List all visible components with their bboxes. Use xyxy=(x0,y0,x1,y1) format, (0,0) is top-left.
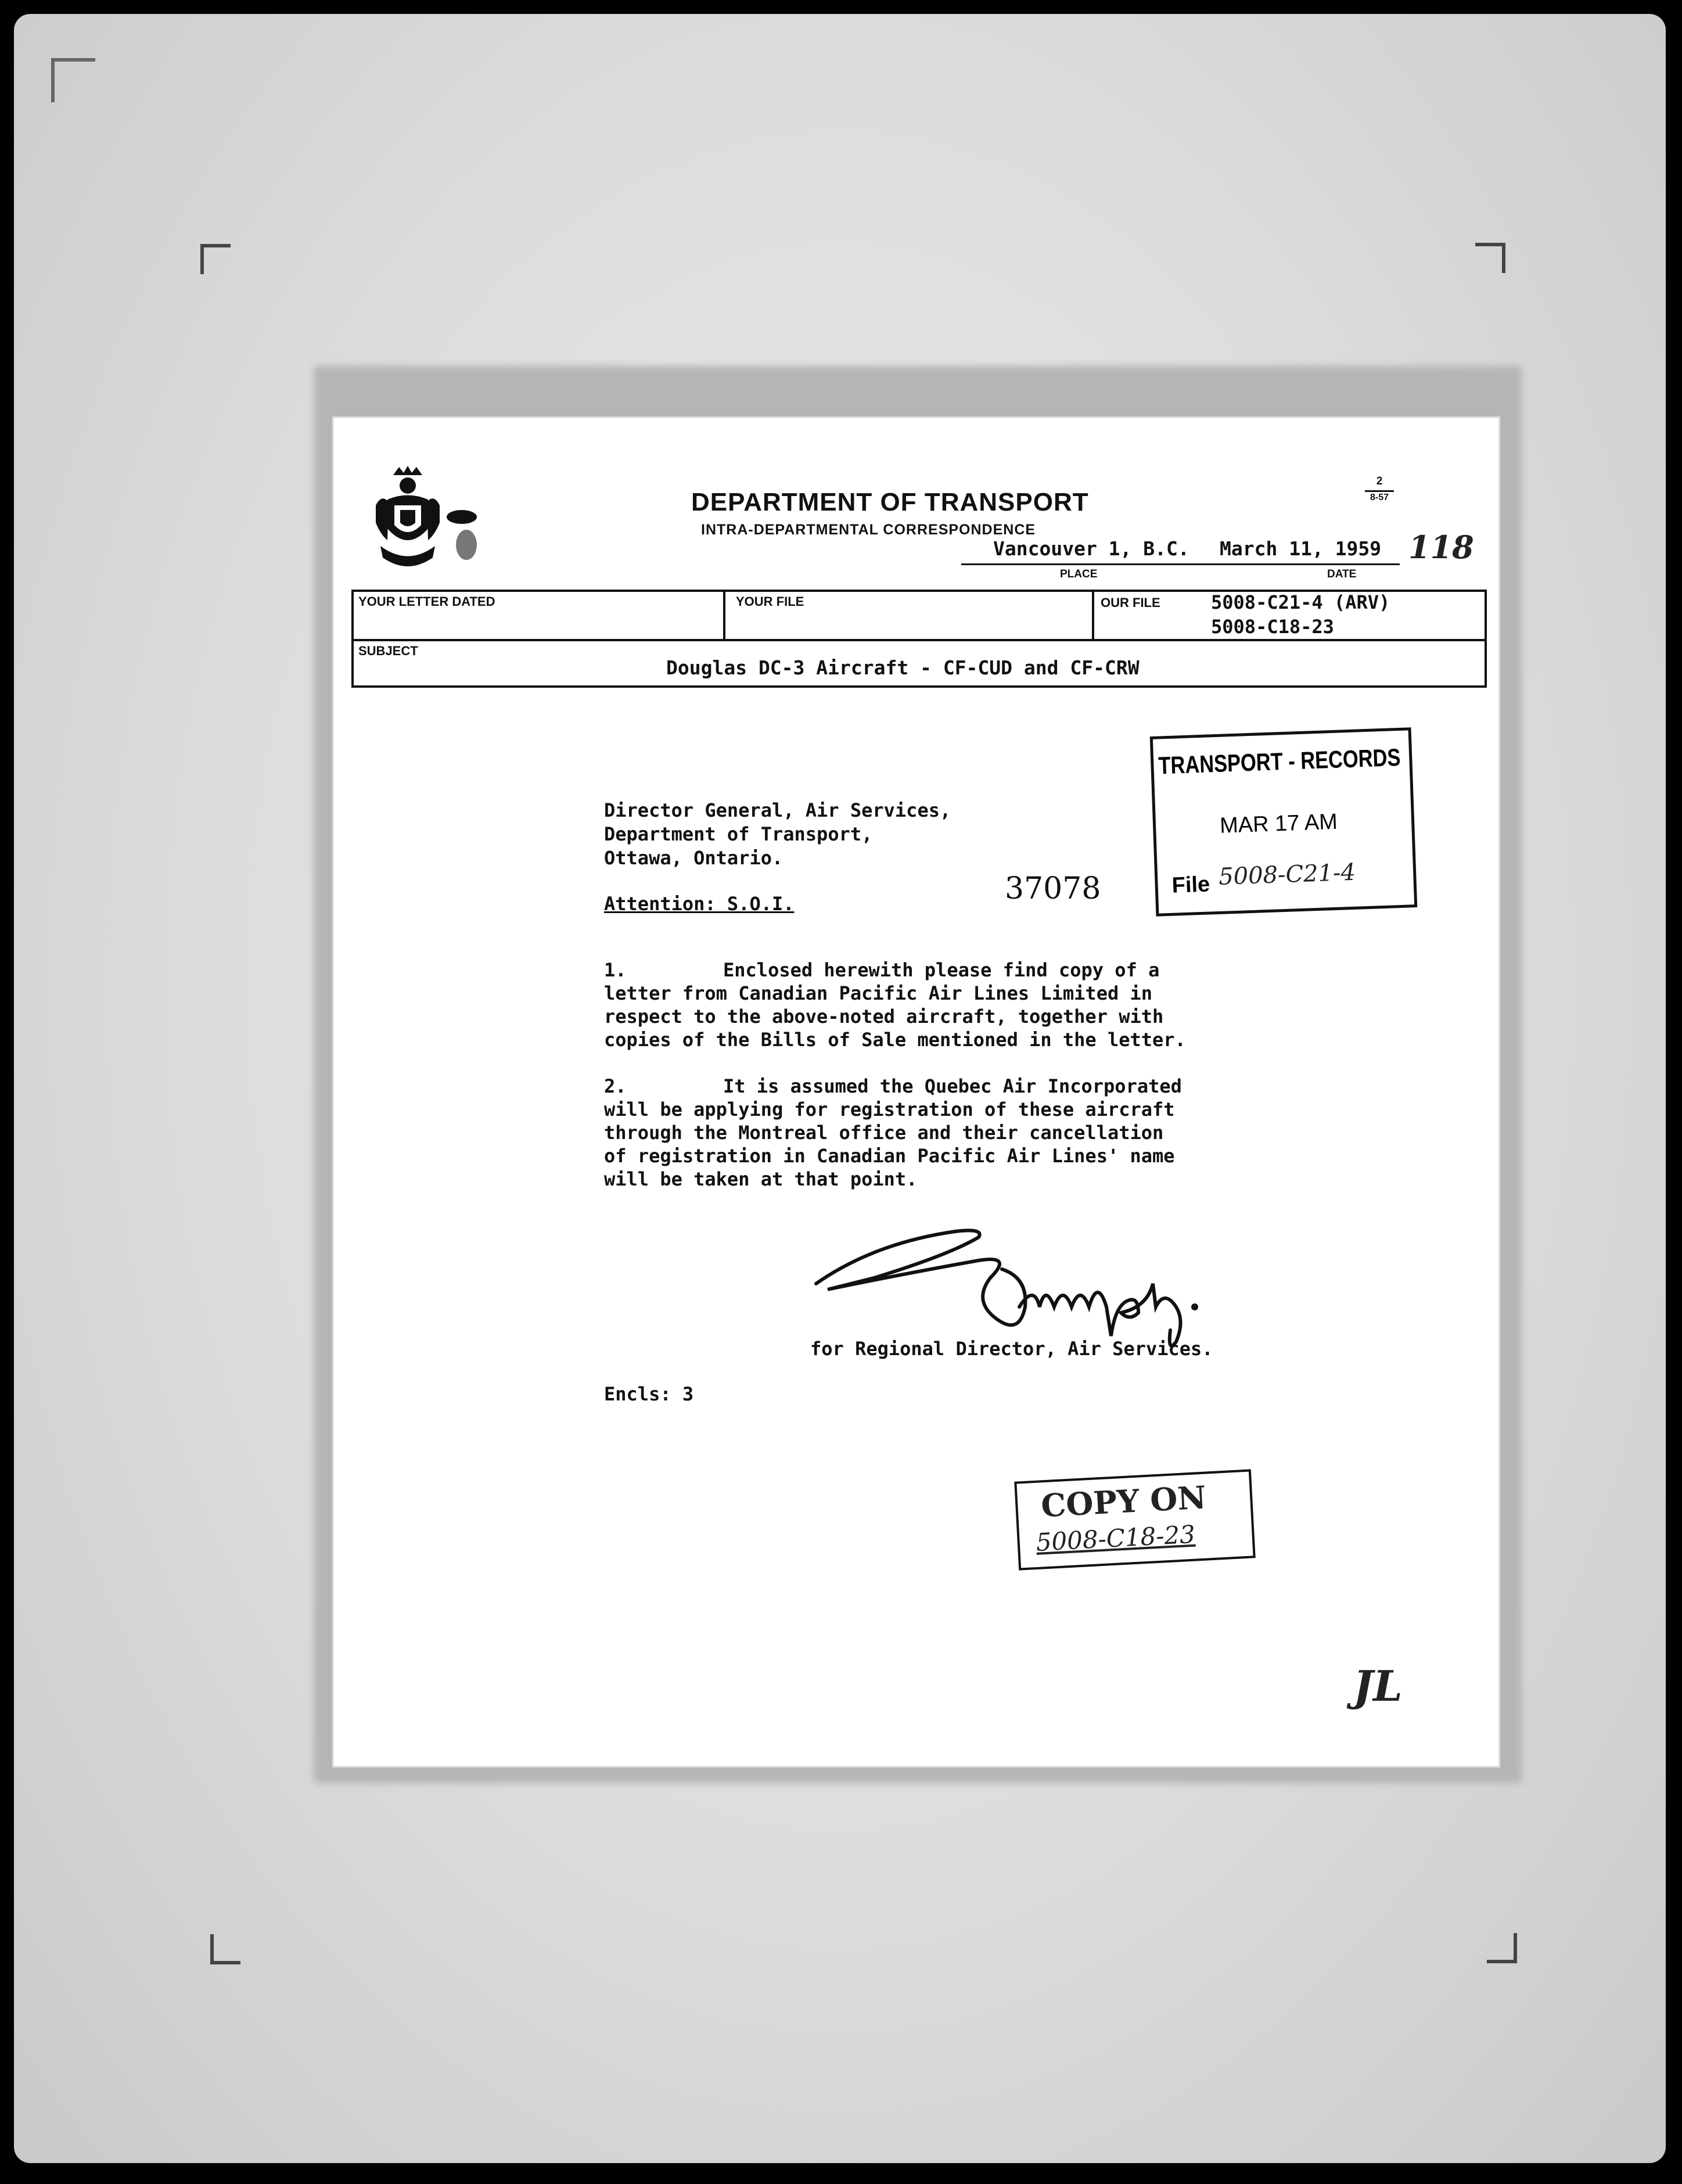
coat-of-arms-icon xyxy=(370,465,445,575)
org-title: DEPARTMENT OF TRANSPORT xyxy=(691,488,1089,516)
date-value: March 11, 1959 xyxy=(1220,537,1382,560)
paragraph-2-line-2: will be applying for registration of these aircraft xyxy=(604,1098,1175,1120)
your-letter-label: YOUR LETTER DATED xyxy=(358,594,495,609)
crop-mark-top-right xyxy=(1475,243,1505,273)
place-label: PLACE xyxy=(1060,568,1098,580)
crop-mark-top-left xyxy=(200,244,231,274)
your-file-label: YOUR FILE xyxy=(736,594,804,609)
form-number-bottom: 8-57 xyxy=(1370,493,1389,502)
correspondence-subtitle: INTRA-DEPARTMENTAL CORRESPONDENCE xyxy=(701,522,1036,538)
paragraph-2-line-4: of registration in Canadian Pacific Air Lines' name xyxy=(604,1145,1175,1167)
records-stamp-date: MAR 17 AM xyxy=(1219,809,1338,838)
copy-stamp-file-value: 5008-C18-23 xyxy=(1035,1520,1196,1557)
records-stamp-title: TRANSPORT - RECORDS xyxy=(1158,743,1401,780)
subject-value: Douglas DC-3 Aircraft - CF-CUD and CF-CRW xyxy=(666,656,1140,679)
crop-mark-bottom-left xyxy=(210,1934,240,1964)
paragraph-1-line-4: copies of the Bills of Sale mentioned in the letter. xyxy=(604,1029,1186,1051)
place-value: Vancouver 1, B.C. xyxy=(993,537,1189,560)
crop-mark-bottom-right xyxy=(1487,1933,1517,1963)
address-line-2: Department of Transport, xyxy=(604,823,873,845)
our-file-2: 5008-C18-23 xyxy=(1211,616,1334,638)
enclosures: Encls: 3 xyxy=(604,1383,694,1405)
ref-box-bottom-rule xyxy=(351,685,1487,688)
reference-number: 37078 xyxy=(1005,871,1101,906)
address-line-3: Ottawa, Ontario. xyxy=(604,847,784,869)
memo-page xyxy=(334,418,1498,1766)
form-number-top: 2 xyxy=(1376,475,1383,487)
crop-mark-top-left-outer xyxy=(51,58,95,102)
date-annotation: 118 xyxy=(1408,529,1474,566)
transport-records-stamp xyxy=(1150,727,1418,917)
ref-box-middle-rule xyxy=(351,639,1487,641)
address-line-1: Director General, Air Services, xyxy=(604,799,951,821)
handwritten-signature xyxy=(804,1220,1246,1353)
records-stamp-file-label: File xyxy=(1171,872,1210,898)
records-stamp-file-value: 5008-C21-4 xyxy=(1218,858,1356,890)
initials-mark: JL xyxy=(1353,1661,1403,1711)
ink-smudge-icon xyxy=(444,500,497,563)
copy-stamp-title: COPY ON xyxy=(1040,1478,1207,1525)
paragraph-2-line-5: will be taken at that point. xyxy=(604,1168,918,1190)
our-file-label: OUR FILE xyxy=(1101,595,1160,610)
our-file-1: 5008-C21-4 (ARV) xyxy=(1211,591,1390,613)
paragraph-2-line-3: through the Montreal office and their cancellation xyxy=(604,1122,1164,1144)
paragraph-1-line-3: respect to the above-noted aircraft, together with xyxy=(604,1005,1164,1028)
paragraph-2-line-1: It is assumed the Quebec Air Incorporated xyxy=(723,1075,1182,1097)
paragraph-1-line-1: Enclosed herewith please find copy of a xyxy=(723,959,1160,981)
paragraph-2-number: 2. xyxy=(604,1075,627,1097)
subject-label: SUBJECT xyxy=(358,644,418,658)
paragraph-1-number: 1. xyxy=(604,959,627,981)
signature-block: for Regional Director, Air Services. xyxy=(810,1338,1213,1360)
date-label: DATE xyxy=(1327,568,1357,580)
paragraph-1-line-2: letter from Canadian Pacific Air Lines Limited in xyxy=(604,982,1153,1004)
attention-line: Attention: S.O.I. xyxy=(604,893,795,915)
copy-on-stamp xyxy=(1014,1469,1255,1570)
